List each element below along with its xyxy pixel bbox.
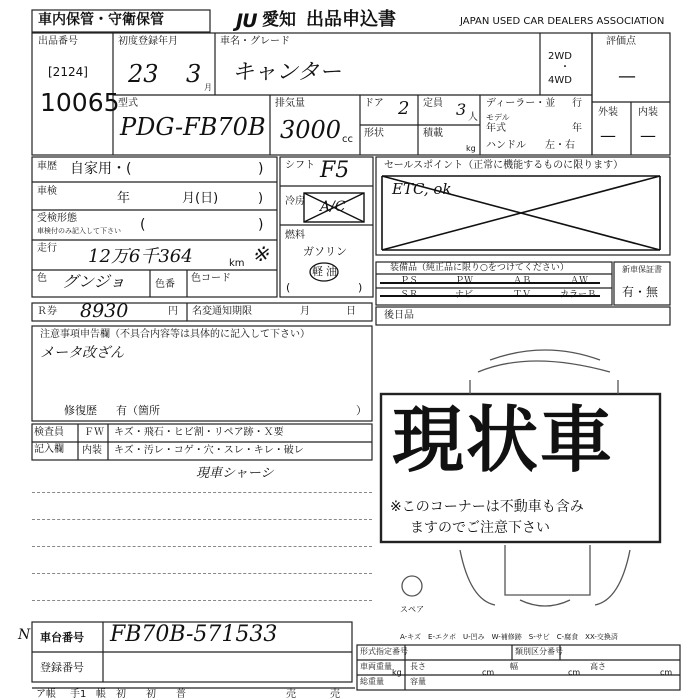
writing-line [32, 573, 372, 574]
later-items-label: 後日品 [384, 310, 414, 321]
writing-line [32, 519, 372, 520]
recycle-value: 8930 [80, 300, 129, 322]
length-unit: cm [482, 668, 495, 677]
transfer-label: 名変通知期限 [192, 306, 252, 317]
shaken-month: 月(日) [182, 191, 219, 206]
association-name: JAPAN USED CAR DEALERS ASSOCIATION [460, 16, 665, 27]
mileage-value: 12万6千364 [88, 246, 193, 267]
equip-ps: ＰＳ [400, 276, 419, 286]
registration-label: 初度登録年月 [118, 36, 178, 47]
equip-tv: ＴＶ [513, 290, 532, 300]
stamp-note-line2: ますのでご注意下さい [410, 520, 550, 536]
model-year-label: モデル [486, 113, 510, 122]
load-unit: kg [466, 144, 476, 153]
cooler-label: 冷房 [285, 196, 305, 207]
writing-line [32, 600, 372, 601]
footer-item: 売 [330, 689, 340, 700]
fuel-gasoline: ガソリン [303, 245, 347, 258]
chassis-number: FB70B-571533 [110, 622, 278, 647]
lot-label: 出品番号 [38, 36, 78, 47]
capacity-vol-label: 容量 [410, 677, 426, 686]
dealer-line: 行 [572, 98, 582, 109]
grade-label: 評価点 [606, 36, 636, 47]
interior-inspect-label: 内装 [82, 445, 102, 456]
transfer-day: 日 [346, 306, 356, 317]
registration-number-label: 登録番号 [40, 661, 84, 674]
fuel-label: 燃料 [285, 230, 305, 241]
inspection-label: 受検形態 [37, 213, 77, 224]
doors-value: 2 [398, 98, 410, 119]
equip-pw: ＰＷ [455, 276, 474, 286]
lot-number: 10065 [40, 88, 120, 117]
width-label: 幅 [510, 662, 518, 671]
color-number-label: 色番 [155, 279, 175, 290]
weight-unit: kg [392, 668, 402, 677]
shift-value: F5 [320, 158, 350, 183]
inspector-entry-label: 記入欄 [34, 444, 64, 455]
history-value: 自家用・( [70, 161, 132, 177]
mileage-mark: ※ [252, 242, 269, 266]
form-title: 出品申込書 [306, 9, 396, 30]
type-designation-label: 形式指定番号 [360, 647, 408, 656]
year-unit: 年 [572, 123, 582, 134]
repair-history-value: 有（箇所 [116, 404, 160, 417]
repair-history-label: 修復歴 [64, 404, 97, 417]
chassis-side-mark: N [18, 627, 31, 643]
shaken-close: ) [258, 191, 264, 206]
vehicle-weight-label: 車両重量 [360, 662, 392, 671]
shift-label: シフト [285, 160, 315, 171]
color-code-label: 色コード [191, 273, 231, 284]
length-label: 長さ [410, 662, 426, 671]
drive-dot: ・ [560, 62, 570, 73]
history-label: 車歴 [37, 161, 57, 172]
chassis-label: 車台番号 [40, 631, 84, 644]
spare-tire-label: スペア [400, 605, 424, 614]
mileage-unit: km [229, 258, 245, 269]
equip-ab: ＡＢ [513, 276, 532, 286]
recycle-unit: 円 [168, 306, 178, 317]
repair-history-close: ） [356, 404, 367, 417]
shaken-label: 車検 [37, 186, 57, 197]
year-label: 年式 [486, 123, 506, 134]
fuel-oil: 油 [326, 265, 337, 278]
handle-options: 左・右 [545, 140, 575, 151]
interior-grade: — [640, 126, 656, 145]
model-label: 型式 [118, 98, 138, 109]
inspection-open: ( [140, 217, 146, 233]
footer-item: 帳 [96, 689, 106, 700]
inspection-close: ) [258, 217, 264, 233]
interior-label: 内装 [638, 107, 658, 118]
equip-sr: ＳＲ [400, 290, 419, 300]
car-name-label: 車名・グレード [220, 36, 290, 47]
footer-item: ア帳 [36, 689, 56, 700]
equip-color-b: カラーＢ [560, 290, 597, 300]
dealer-label: ディーラー・並 [486, 98, 556, 109]
exterior-label: 外装 [598, 107, 618, 118]
inspector-remark: 現車シャーシ [196, 466, 274, 481]
fw-items: キズ・飛石・ヒビ割・リペア跡・Ｘ要 [114, 427, 284, 438]
color-label: 色 [37, 273, 47, 284]
history-close: ) [258, 161, 264, 177]
height-unit: cm [660, 668, 673, 677]
doors-label: ドア [364, 98, 384, 109]
inspection-note: 車検付のみ記入して下さい [37, 227, 121, 235]
interior-items: キズ・汚レ・コゲ・穴・スレ・キレ・破レ [114, 445, 304, 456]
writing-line [32, 546, 372, 547]
month-unit: 月 [204, 83, 212, 92]
registration-month: 3 [186, 60, 202, 88]
footer-item: 初 [146, 689, 156, 700]
model-value: PDG-FB70B [120, 113, 266, 141]
stamp-note-line1: ※このコーナーは不動車も含み [390, 499, 584, 515]
height-label: 高さ [590, 662, 606, 671]
recycle-label: Ｒ券 [37, 306, 57, 317]
capacity-unit: 人 [468, 112, 478, 123]
equipment-label: 装備品（純正品に限り○をつけてください） [390, 263, 569, 273]
car-name-value: キャンター [232, 60, 342, 85]
notes-label: 注意事項申告欄（不具合内容等は具体的に記入して下さい） [40, 329, 310, 340]
equip-navi: ナビ [455, 290, 474, 300]
writing-line [32, 492, 372, 493]
shaken-year: 年 [117, 191, 131, 206]
load-label: 積載 [423, 128, 443, 139]
footer-item: 普 [176, 689, 186, 700]
capacity-value: 3 [456, 100, 467, 119]
engine-value: 3000 [280, 116, 342, 144]
fuel-close: ) [358, 281, 363, 294]
transfer-month: 月 [300, 306, 310, 317]
drive-2wd: 2WD [548, 51, 572, 62]
footer-item: 初 [116, 689, 126, 700]
grade-value: — [618, 66, 636, 87]
fuel-light: 軽 [312, 265, 323, 278]
footer-item: 手1 [70, 689, 87, 700]
storage-type-title: 車内保管・守衛保管 [38, 12, 164, 28]
exterior-grade: — [600, 126, 616, 145]
footer-item: 売 [286, 689, 296, 700]
selling-point-label: セールスポイント（正常に機能するものに限ります） [384, 160, 624, 171]
registration-year: 23 [128, 60, 159, 88]
inspector-label: 検査員 [34, 427, 64, 438]
width-unit: cm [568, 668, 581, 677]
selling-point-value: ETC, ok [392, 180, 452, 198]
equip-aw: ＡＷ [570, 276, 589, 286]
engine-unit: cc [342, 134, 353, 145]
gross-weight-label: 総重量 [360, 677, 384, 686]
fw-label: ＦＷ [84, 427, 104, 438]
class-number-label: 類別区分番号 [515, 647, 563, 656]
lot-code: [2124] [48, 65, 88, 79]
engine-label: 排気量 [275, 98, 305, 109]
mileage-label: 走行 [37, 243, 57, 254]
fuel-open: ( [286, 281, 291, 294]
as-is-stamp: 現状車 [392, 398, 615, 482]
capacity-label: 定員 [423, 98, 443, 109]
warranty-value: 有・無 [622, 285, 659, 299]
color-value: グンジョ [62, 272, 126, 291]
prefecture-name: 愛知 [262, 10, 296, 30]
warranty-label: 新車保証書 [622, 265, 662, 274]
shape-label: 形状 [364, 128, 384, 139]
cooler-value: A/C [320, 199, 346, 215]
drive-4wd: 4WD [548, 75, 572, 86]
notes-entry: メータ改ざん [40, 345, 124, 361]
ju-logo: JU [236, 10, 257, 32]
handle-label: ハンドル [486, 140, 526, 151]
damage-legend: A-キズ E-エクボ U-凹み W-補修跡 S-サビ C-腐食 XX-交換済 [400, 633, 618, 641]
